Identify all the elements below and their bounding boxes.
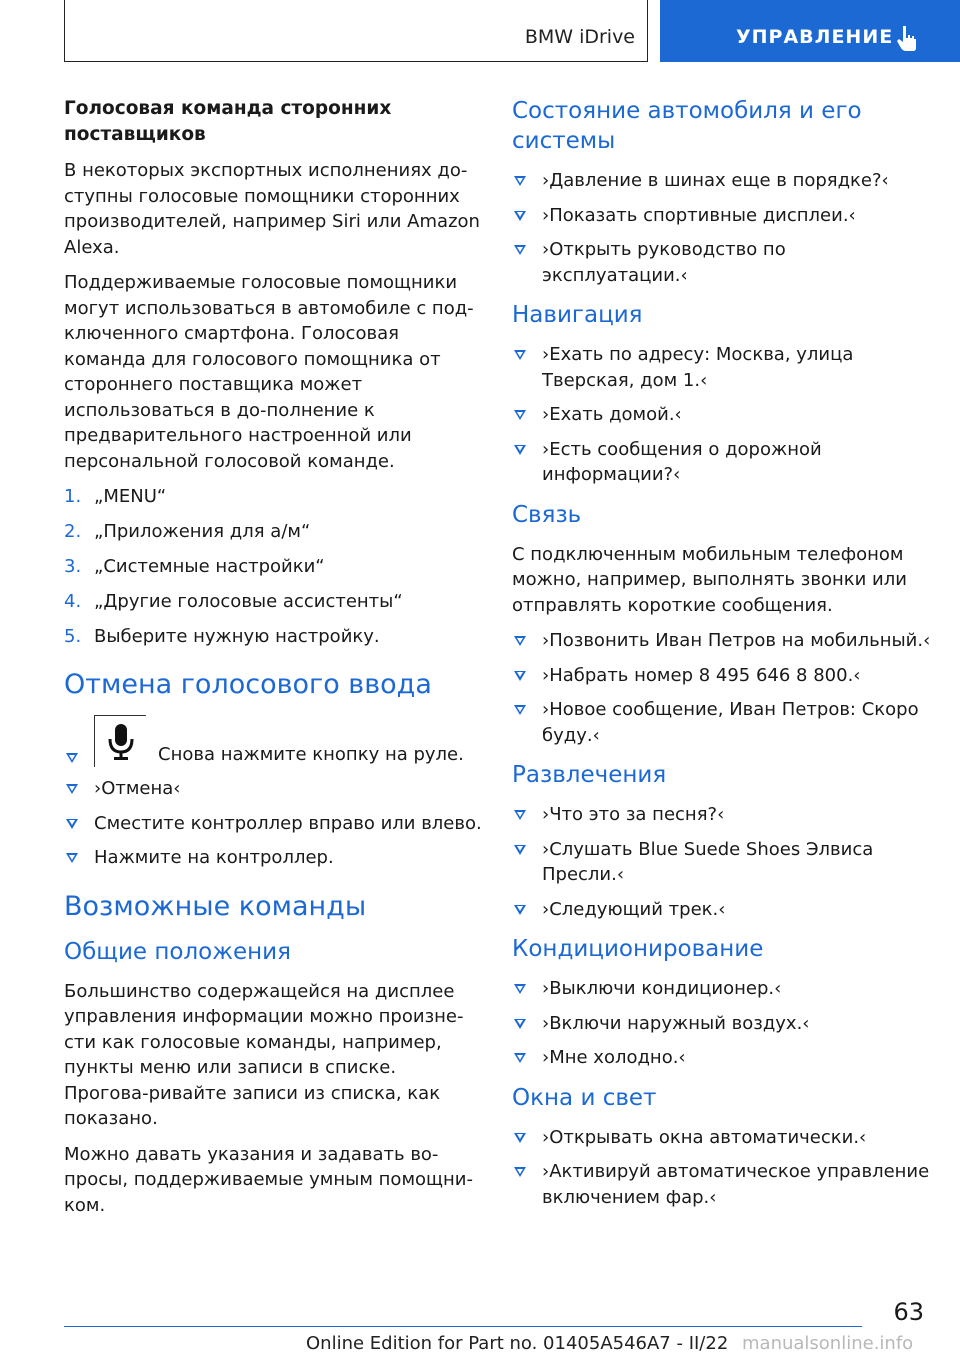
list-item <box>512 1159 932 1210</box>
bullet-triangle-icon <box>514 245 526 255</box>
list-item-text: ›Что это за песня?‹ <box>542 804 725 825</box>
bullet-triangle-icon <box>514 845 526 855</box>
list-item-text: ›Активируй автоматическое управление включением фар.‹ <box>542 1161 930 1208</box>
step-text: „Другие голосовые ассистенты“ <box>94 591 403 612</box>
footer-divider <box>64 1326 862 1327</box>
list-item-text: Снова нажмите кнопку на руле. <box>158 743 464 765</box>
command-list <box>512 802 932 922</box>
bullet-triangle-icon <box>66 753 78 763</box>
list-item <box>64 776 484 802</box>
subheading-third-party: Голосовая команда сторонних поставщиков <box>64 98 392 145</box>
heading-possible-commands: Возможные команды <box>64 890 367 922</box>
bullet-triangle-icon <box>514 1019 526 1029</box>
cancel-list <box>64 715 484 871</box>
list-item <box>64 811 484 837</box>
bullet-triangle-icon <box>66 784 78 794</box>
list-item <box>512 1125 932 1151</box>
section-tab <box>660 0 960 62</box>
left-column <box>64 96 484 1228</box>
heading-navigation: Навигация <box>512 302 643 328</box>
paragraph: В некоторых экспортных исполнениях до-ступны голосовые помощники сторонних производителей, например Siri или Amazon Alexa. <box>64 160 480 258</box>
list-item-text: ›Набрать номер 8 495 646 8 800.‹ <box>542 664 861 686</box>
bullet-triangle-icon <box>514 1167 526 1177</box>
heading-cancel-voice-input: Отмена голосового ввода <box>64 669 432 700</box>
list-item-text: ›Есть сообщения о дорожной информации?‹ <box>542 438 822 485</box>
list-item <box>64 715 484 767</box>
watermark: manualsonline.info <box>742 1333 914 1354</box>
step-item <box>64 519 484 544</box>
header-title-box <box>64 0 648 62</box>
list-item-text: ›Включи наружный воздух.‹ <box>542 1012 810 1034</box>
edition-note: Online Edition for Part no. 01405A546A7 - II/22 <box>306 1333 729 1354</box>
step-number: 1. <box>64 486 82 507</box>
list-item-text: ›Ехать домой.‹ <box>542 404 682 425</box>
list-item <box>512 897 932 923</box>
list-item-text: ›Показать спортивные дисплеи.‹ <box>542 204 856 226</box>
list-item <box>64 845 484 871</box>
step-text: „Системные настройки“ <box>94 556 325 577</box>
list-item <box>512 168 932 194</box>
heading-vehicle-status: Состояние автомобиля и его системы <box>512 98 862 154</box>
section-label: УПРАВЛЕНИЕ <box>736 26 894 48</box>
bullet-triangle-icon <box>514 671 526 681</box>
list-item-text: ›Открыть руководство по эксплуатации.‹ <box>542 239 786 286</box>
list-item-text: ›Ехать по адресу: Москва, улица Тверская, дом 1.‹ <box>542 344 854 391</box>
command-list <box>512 976 932 1071</box>
list-item-text: ›Новое сообщение, Иван Петров: Скоро буду.‹ <box>542 699 919 746</box>
heading-communication: Связь <box>512 501 582 528</box>
list-item <box>512 837 932 888</box>
command-list <box>512 342 932 488</box>
step-number: 3. <box>64 556 82 577</box>
paragraph: Большинство содержащейся на дисплее управления информации можно произне-сти как голосовые команды, например, пункты меню или записи в списке. Прогова-ривайте записи из списка, как показано. <box>64 980 464 1129</box>
step-item <box>64 484 484 509</box>
list-item <box>512 976 932 1002</box>
list-item-text: ›Позвонить Иван Петров на мобильный.‹ <box>542 630 931 651</box>
step-text: „Приложения для а/м“ <box>94 521 311 542</box>
list-item-text: ›Мне холодно.‹ <box>542 1047 686 1068</box>
list-item-text: ›Выключи кондиционер.‹ <box>542 978 782 999</box>
list-item-text: ›Открывать окна автоматически.‹ <box>542 1126 867 1148</box>
list-item-text: Сместите контроллер вправо или влево. <box>94 812 482 834</box>
steps-list <box>64 484 484 649</box>
list-item-text: ›Следующий трек.‹ <box>542 898 726 920</box>
right-column <box>512 96 932 1219</box>
step-number: 4. <box>64 591 82 612</box>
step-text: „MENU“ <box>94 486 167 507</box>
bullet-triangle-icon <box>514 211 526 221</box>
paragraph: Поддерживаемые голосовые помощники могут использоваться в автомобиле с под-ключенного смартфона. Голосовая команда для голосового помощника от стороннего поставщика может использоваться в до-полнение к предварительного настроенной или персональной голосовой команде. <box>64 272 474 472</box>
bullet-triangle-icon <box>514 810 526 820</box>
bullet-triangle-icon <box>66 819 78 829</box>
list-item <box>512 663 932 689</box>
command-list <box>512 1125 932 1211</box>
heading-windows-lights: Окна и свет <box>512 1084 657 1111</box>
paragraph: С подключенным мобильным телефоном можно, например, выполнять звонки или отправлять короткие сообщения. <box>512 543 907 616</box>
list-item-text: Нажмите на контроллер. <box>94 847 334 868</box>
list-item <box>512 1045 932 1071</box>
bullet-triangle-icon <box>514 705 526 715</box>
heading-general: Общие положения <box>64 938 291 965</box>
command-list <box>512 628 932 748</box>
bullet-triangle-icon <box>514 445 526 455</box>
step-item <box>64 624 484 649</box>
list-item <box>512 1011 932 1037</box>
list-item <box>512 802 932 828</box>
step-text: Выберите нужную настройку. <box>94 626 380 647</box>
list-item <box>512 628 932 654</box>
bullet-triangle-icon <box>514 410 526 420</box>
bullet-triangle-icon <box>514 905 526 915</box>
list-item <box>512 342 932 393</box>
hand-pointer-icon <box>896 24 920 52</box>
heading-climate-control: Кондиционирование <box>512 936 764 962</box>
list-item <box>512 203 932 229</box>
step-number: 5. <box>64 626 82 647</box>
microphone-button-icon <box>94 715 146 767</box>
document-title: BMW iDrive <box>524 26 635 48</box>
bullet-triangle-icon <box>514 984 526 994</box>
list-item-text: ›Отмена‹ <box>94 778 181 799</box>
bullet-triangle-icon <box>66 853 78 863</box>
list-item-text: ›Давление в шинах еще в порядке?‹ <box>542 170 889 191</box>
list-item <box>512 237 932 288</box>
list-item <box>512 697 932 748</box>
bullet-triangle-icon <box>514 350 526 360</box>
page-number: 63 <box>893 1298 924 1326</box>
step-item <box>64 554 484 579</box>
paragraph: Можно давать указания и задавать во-просы, поддерживаемые умным помощни-ком. <box>64 1143 473 1216</box>
step-item <box>64 589 484 614</box>
list-item <box>512 402 932 428</box>
heading-entertainment: Развлечения <box>512 762 667 788</box>
bullet-triangle-icon <box>514 1053 526 1063</box>
bullet-triangle-icon <box>514 176 526 186</box>
bullet-triangle-icon <box>514 1133 526 1143</box>
list-item-text: ›Слушать Blue Suede Shoes Элвиса Пресли.‹ <box>542 838 874 885</box>
list-item <box>512 437 932 488</box>
command-list <box>512 168 932 288</box>
step-number: 2. <box>64 521 82 542</box>
bullet-triangle-icon <box>514 636 526 646</box>
